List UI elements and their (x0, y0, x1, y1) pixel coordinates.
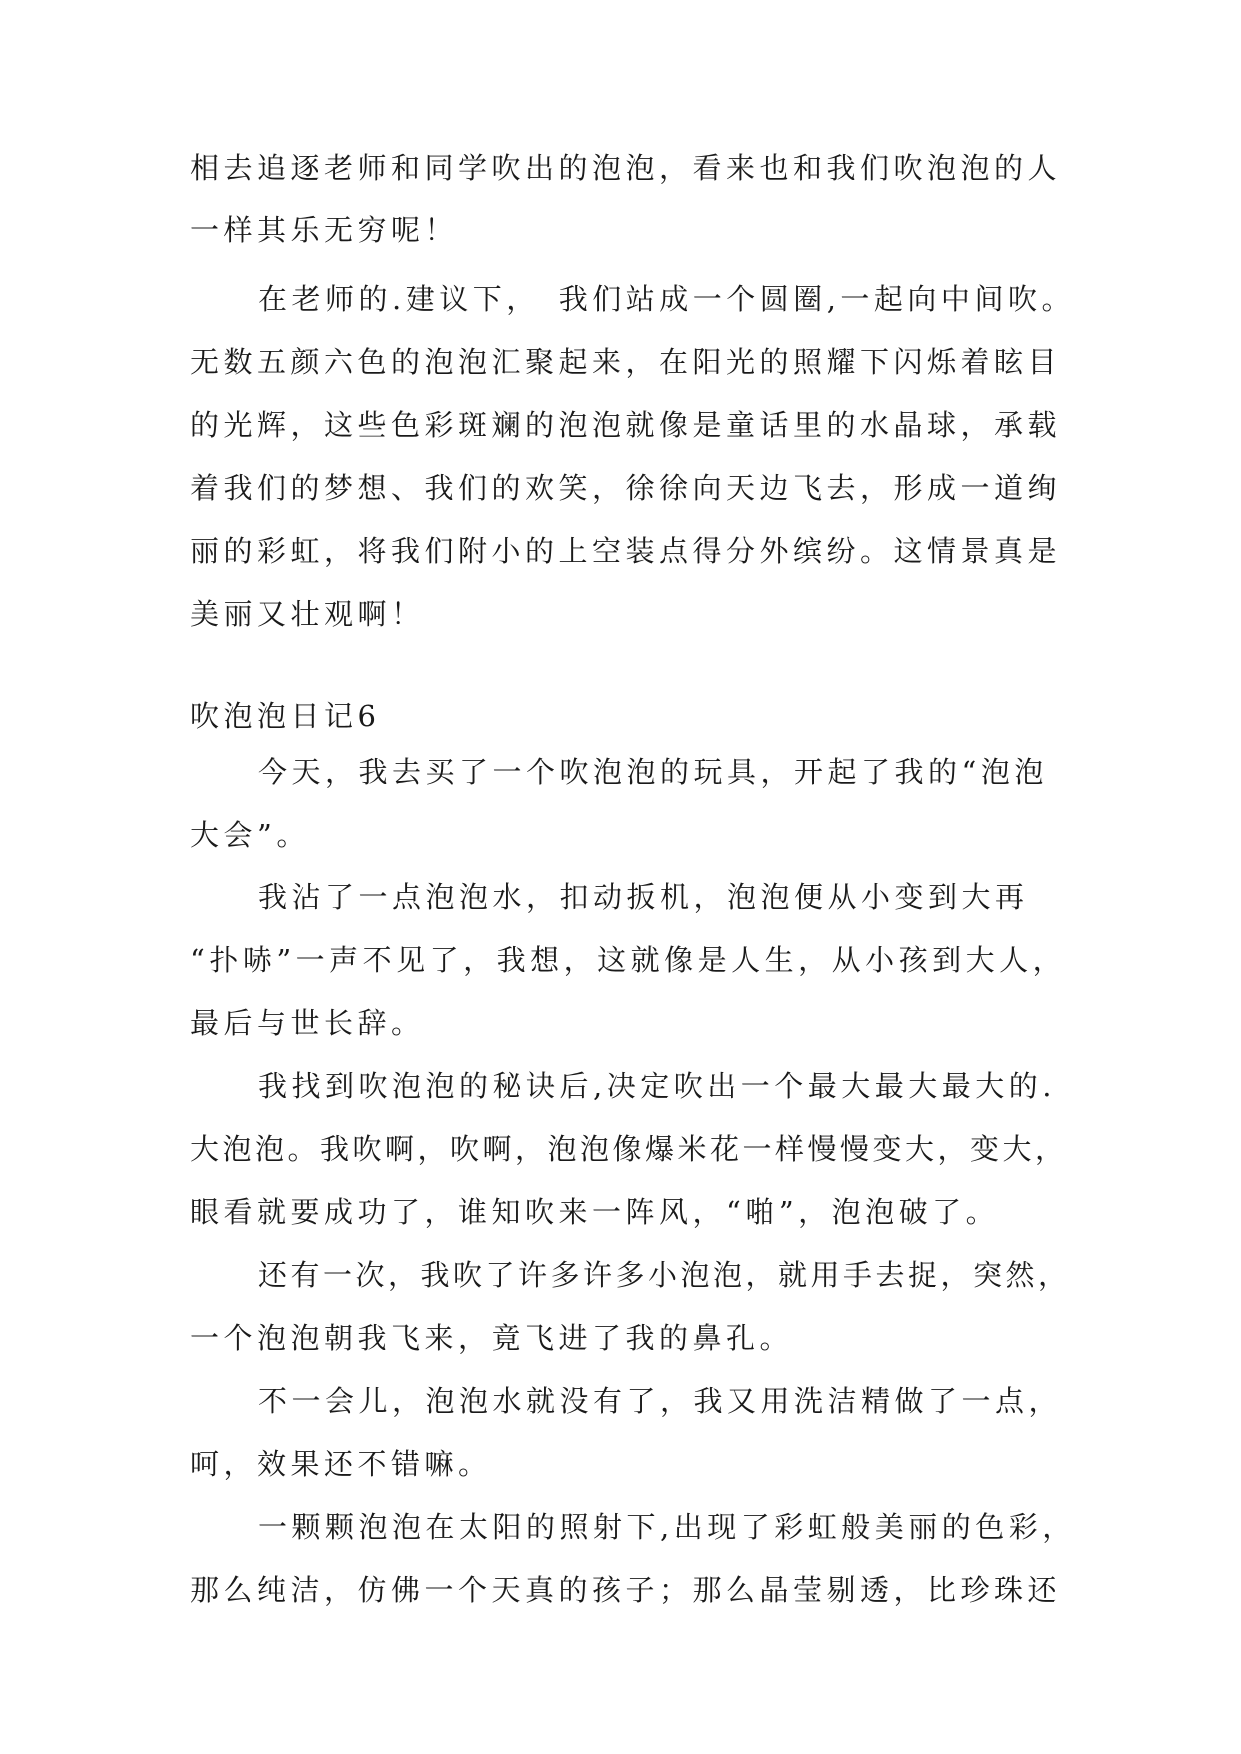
text-line: 无数五颜六色的泡泡汇聚起来，在阳光的照耀下闪烁着眩目 (190, 345, 1062, 379)
text-line: 最后与世长辞。 (190, 1006, 425, 1040)
text-line: 眼看就要成功了，谁知吹来一阵风，“啪”，泡泡破了。 (190, 1195, 1000, 1229)
text-line: 一样其乐无穷呢！ (190, 213, 459, 247)
text-line: “扑哧”一声不见了，我想，这就像是人生，从小孩到大人， (190, 943, 1067, 977)
text-line: 一颗颗泡泡在太阳的照射下,出现了彩虹般美丽的色彩， (258, 1510, 1076, 1544)
text-line: 在老师的.建议下， 我们站成一个圆圈,一起向中间吹。 (258, 282, 1075, 316)
text-line: 相去追逐老师和同学吹出的泡泡，看来也和我们吹泡泡的人 (190, 151, 1062, 185)
text-line: 我沾了一点泡泡水，扣动扳机，泡泡便从小变到大再 (258, 880, 1029, 914)
text-line: 还有一次，我吹了许多许多小泡泡，就用手去捉，突然， (258, 1258, 1071, 1292)
text-line: 那么纯洁，仿佛一个天真的孩子；那么晶莹剔透，比珍珠还 (190, 1573, 1062, 1607)
text-line: 我找到吹泡泡的秘诀后,决定吹出一个最大最大最大的. (258, 1069, 1056, 1103)
text-line: 着我们的梦想、我们的欢笑，徐徐向天边飞去，形成一道绚 (190, 471, 1062, 505)
text-line: 不一会儿，泡泡水就没有了，我又用洗洁精做了一点， (258, 1384, 1063, 1418)
text-line: 呵，效果还不错嘛。 (190, 1447, 492, 1481)
section-heading: 吹泡泡日记6 (190, 699, 381, 733)
text-line: 美丽又壮观啊！ (190, 597, 425, 631)
text-line: 的光辉，这些色彩斑斓的泡泡就像是童话里的水晶球，承载 (190, 408, 1062, 442)
text-line: 丽的彩虹，将我们附小的上空装点得分外缤纷。这情景真是 (190, 534, 1062, 568)
text-line: 一个泡泡朝我飞来，竟飞进了我的鼻孔。 (190, 1321, 794, 1355)
text-line: 今天，我去买了一个吹泡泡的玩具，开起了我的“泡泡 (258, 755, 1048, 789)
text-line: 大会”。 (190, 818, 310, 852)
text-line: 大泡泡。我吹啊，吹啊，泡泡像爆米花一样慢慢变大，变大， (190, 1132, 1068, 1166)
